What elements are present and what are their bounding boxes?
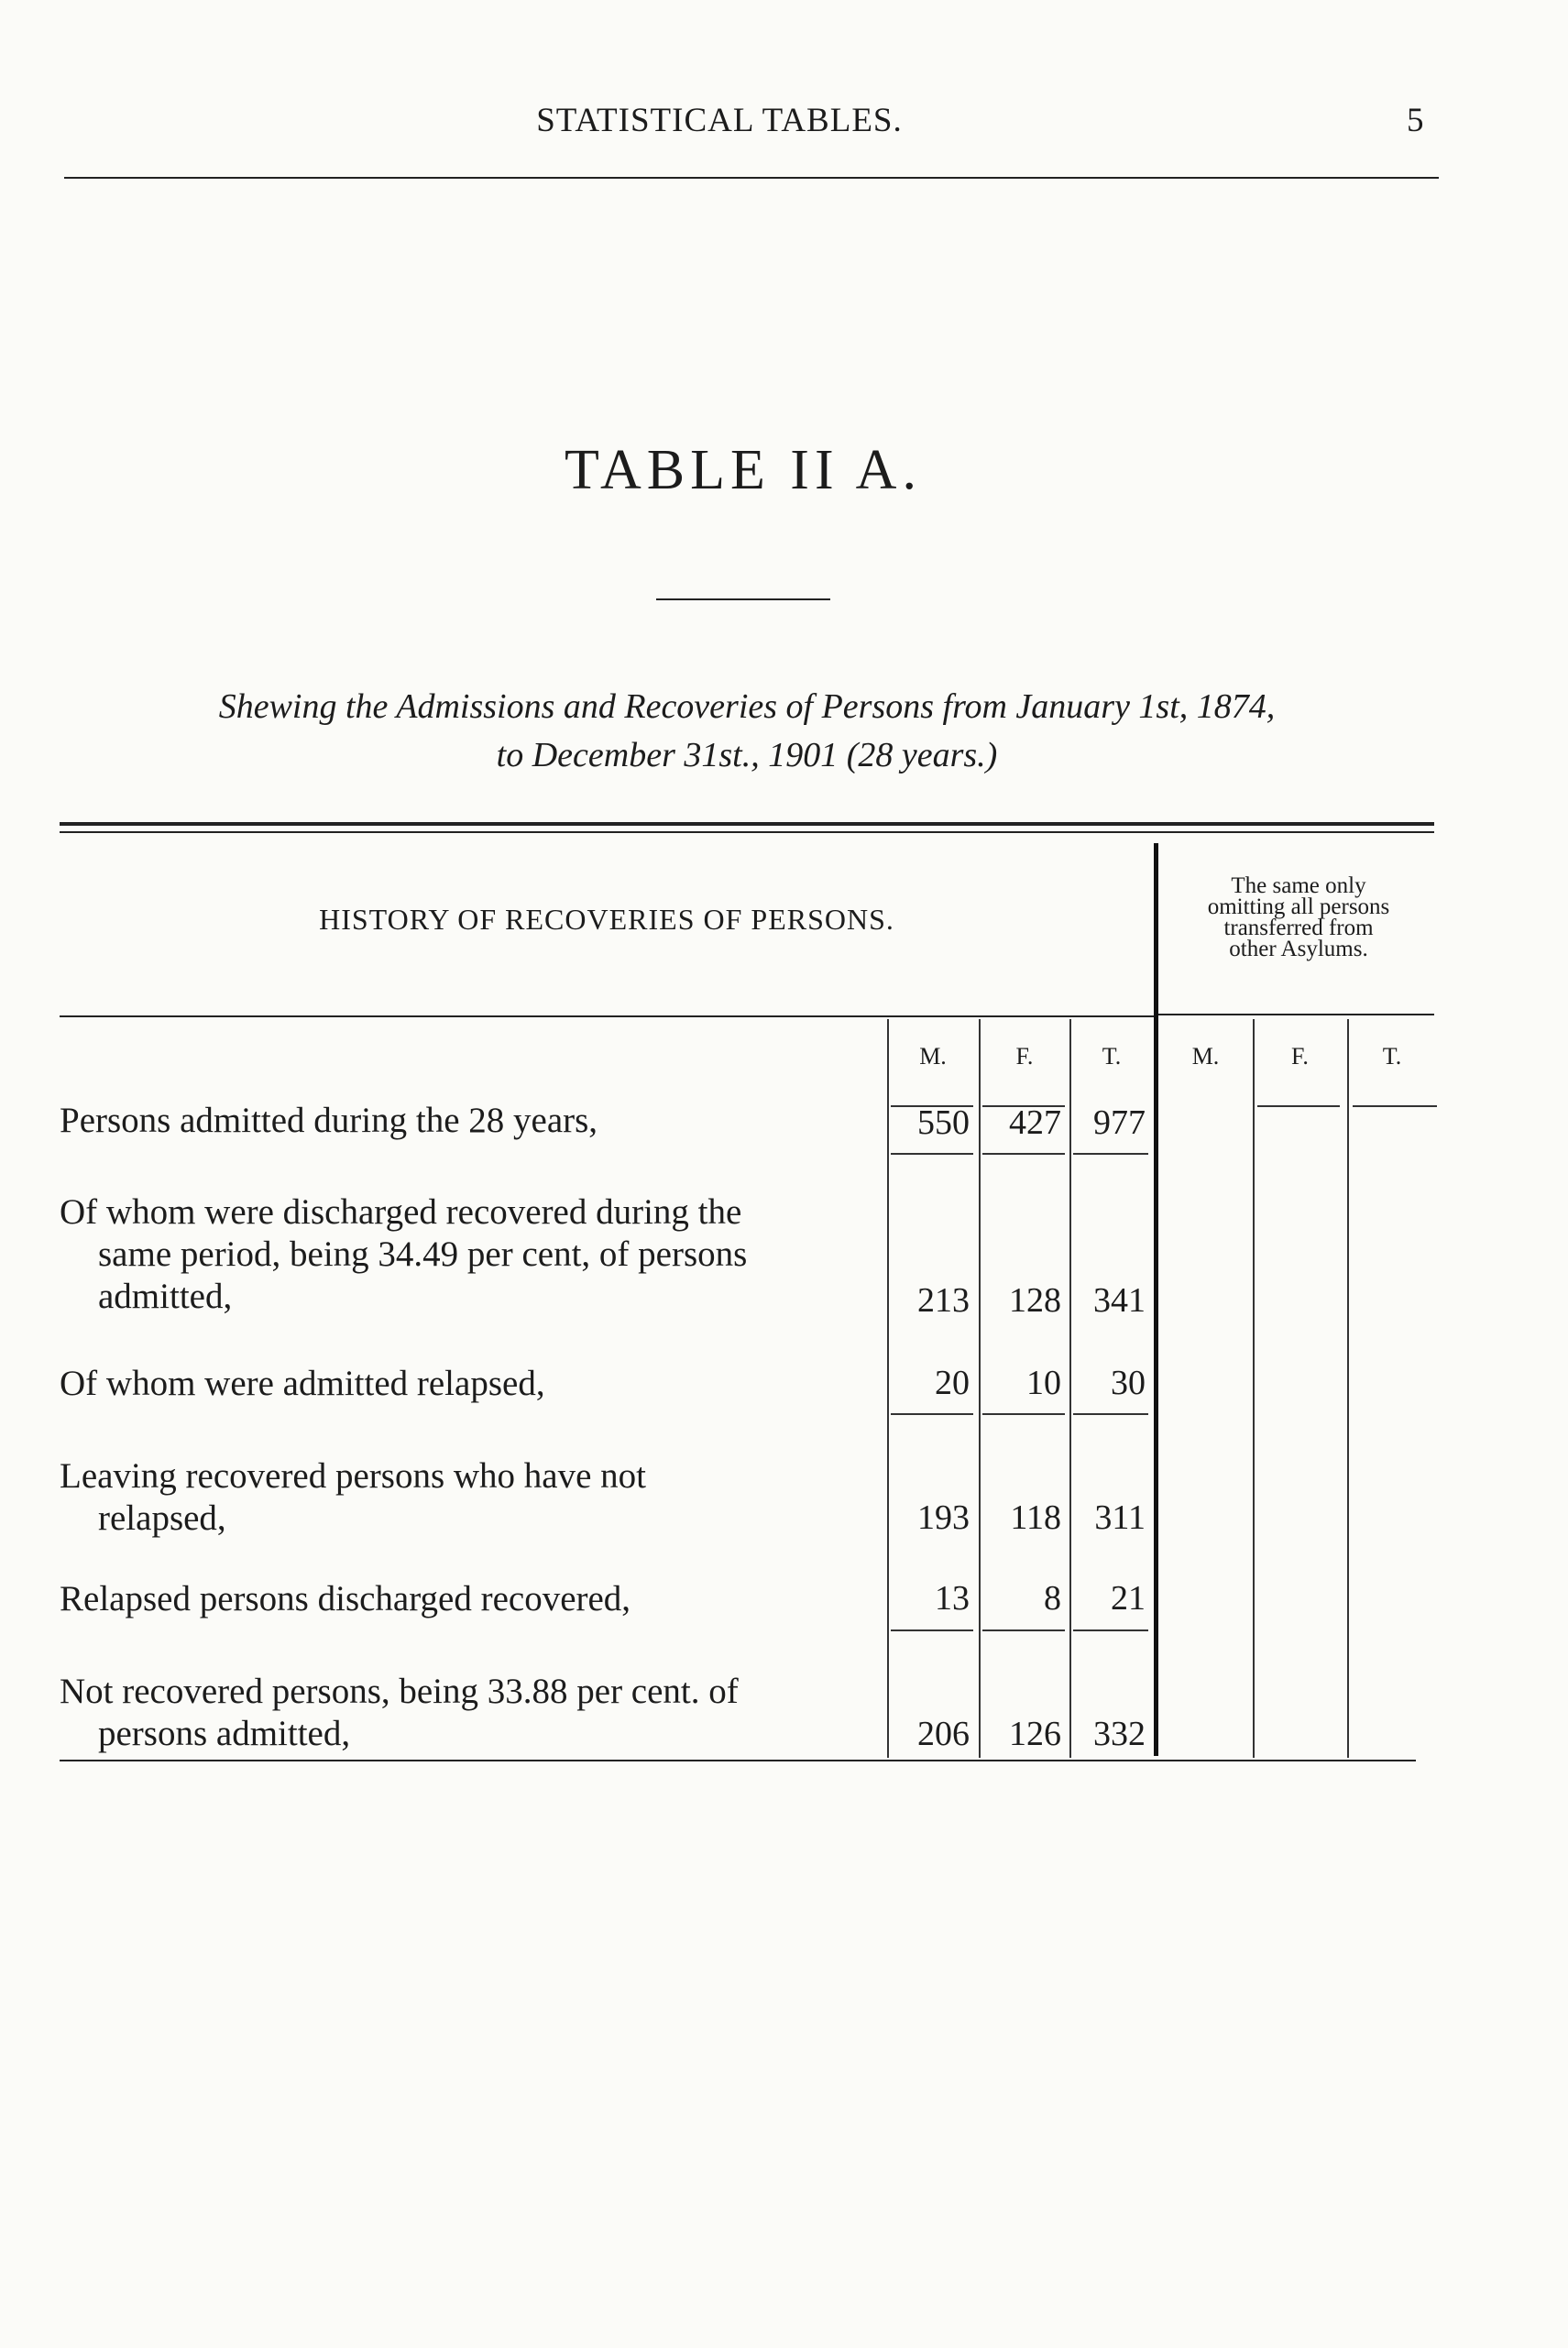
cell-f: 118 xyxy=(1010,1498,1061,1537)
cell-m: 193 xyxy=(917,1498,970,1537)
col-header-f-excl: F. xyxy=(1291,1043,1309,1070)
cell-t: 30 xyxy=(1111,1364,1146,1402)
side-header-line-3: transferred from xyxy=(1223,916,1374,940)
column-line xyxy=(1347,1019,1349,1758)
cell-m: 550 xyxy=(917,1103,970,1142)
cell-underline xyxy=(891,1413,973,1415)
cell-f: 8 xyxy=(1044,1579,1061,1618)
subtitle-line-2: to December 31st., 1901 (28 years.) xyxy=(496,736,998,774)
running-title: STATISTICAL TABLES. xyxy=(536,102,903,139)
subtitle-line-1: Shewing the Admissions and Recoveries of Persons from January 1st, 1874, xyxy=(218,687,1276,726)
col-header-m-excl: M. xyxy=(1191,1043,1220,1070)
cell-t: 977 xyxy=(1093,1103,1146,1142)
header-separator-left xyxy=(60,1015,1154,1017)
table-row-label xyxy=(60,1191,875,1318)
cell-f: 10 xyxy=(1026,1364,1061,1402)
cell-underline xyxy=(982,1629,1065,1631)
side-header-line-2: omitting all persons xyxy=(1207,894,1390,919)
table-title: TABLE II A. xyxy=(565,439,922,501)
table-subtitle xyxy=(55,683,1439,780)
cell-m: 20 xyxy=(935,1364,970,1402)
col-header-m: M. xyxy=(919,1043,947,1070)
row-label-line: Relapsed persons discharged recovered, xyxy=(60,1579,631,1618)
cell-t: 341 xyxy=(1093,1281,1146,1320)
table-row-label xyxy=(60,1455,875,1540)
table-bottom-rule xyxy=(60,1760,1416,1761)
table-row-label xyxy=(60,1578,875,1620)
page-number: 5 xyxy=(1407,102,1424,139)
col-header-t: T. xyxy=(1102,1043,1122,1070)
cell-underline xyxy=(1073,1153,1148,1155)
table-top-rule-inner xyxy=(60,831,1434,833)
header-rule xyxy=(64,177,1439,179)
cell-m: 206 xyxy=(917,1715,970,1753)
col-underline xyxy=(1257,1105,1340,1107)
row-label-line: Not recovered persons, being 33.88 per cent. of xyxy=(60,1672,739,1711)
cell-underline xyxy=(891,1153,973,1155)
cell-underline xyxy=(1073,1629,1148,1631)
table-row-label xyxy=(60,1671,875,1755)
row-label-line: Persons admitted during the 28 years, xyxy=(60,1101,598,1140)
cell-f: 126 xyxy=(1009,1715,1061,1753)
column-line xyxy=(1253,1019,1255,1758)
row-label-line: admitted, xyxy=(98,1277,233,1316)
cell-underline xyxy=(982,1413,1065,1415)
side-header-line-4: other Asylums. xyxy=(1229,937,1368,961)
row-label-line: Of whom were admitted relapsed, xyxy=(60,1364,545,1403)
section-divider xyxy=(1154,843,1158,1756)
row-label-line: Leaving recovered persons who have not xyxy=(60,1456,647,1496)
cell-m: 13 xyxy=(935,1579,970,1618)
header-separator-right xyxy=(1158,1014,1434,1015)
row-label-line: relapsed, xyxy=(98,1498,226,1538)
cell-underline xyxy=(891,1629,973,1631)
table-row-label xyxy=(60,1363,875,1405)
cell-underline xyxy=(982,1153,1065,1155)
side-header-line-1: The same only xyxy=(1231,873,1366,898)
cell-t: 21 xyxy=(1111,1579,1146,1618)
row-label-line: persons admitted, xyxy=(98,1714,351,1753)
group-header: HISTORY OF RECOVERIES OF PERSONS. xyxy=(319,903,894,936)
row-label-line: same period, being 34.49 per cent, of persons xyxy=(98,1234,748,1274)
cell-m: 213 xyxy=(917,1281,970,1320)
table-top-rule xyxy=(60,822,1434,826)
cell-underline xyxy=(1073,1413,1148,1415)
col-header-t-excl: T. xyxy=(1382,1043,1402,1070)
col-underline xyxy=(1353,1105,1437,1107)
cell-f: 427 xyxy=(1009,1103,1061,1142)
col-header-f: F. xyxy=(1015,1043,1034,1070)
row-label-line: Of whom were discharged recovered during the xyxy=(60,1192,742,1232)
title-divider xyxy=(656,598,830,600)
cell-t: 332 xyxy=(1093,1715,1146,1753)
cell-t: 311 xyxy=(1094,1498,1146,1537)
table-row-label xyxy=(60,1100,875,1142)
side-header xyxy=(1160,875,1437,960)
cell-f: 128 xyxy=(1009,1281,1061,1320)
